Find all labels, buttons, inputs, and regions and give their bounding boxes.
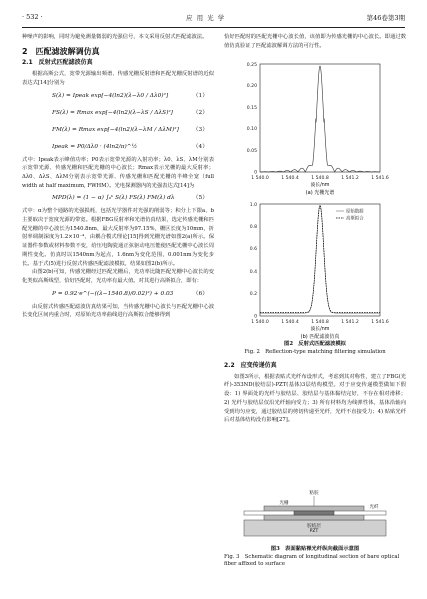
figure-2 xyxy=(224,58,406,358)
paragraph: 式中：Ipeak表示峰值功率；P0表示宽带光源的入射功率；λ0、λS、λM分别表示宽带光源、传感光栅和匹配光栅的中心波长；Rmax表示光栅的最大反射率；Δλ0、ΔλS、ΔλM分别表示宽带光源、传感光栅和匹配光栅的半峰全宽（full width at half maximum, FWHM）。光电探测器内的光强表达式[14]为 xyxy=(22,156,214,189)
x-axis-label: 波长/nm xyxy=(310,183,330,188)
figure-3-svg xyxy=(224,482,406,544)
y-tick-label: 0 xyxy=(254,170,257,176)
plot-b-yticks xyxy=(250,202,257,320)
paragraph: 如图3所示，根据表贴式光纤布设形式，考虑到其对称性，建立了FBG(光纤)-353ND(胶结层)-PZT(基体)3层结构模型。对于应变传递模型做如下假设：1) 界面处的光纤与胶结层、胶结层与基体黏结完好，不存在相对滑移；2) 光纤与胶结层仅沿光纤轴向受力；3) 所有材料均为线弹性体，基体沿轴向受到均匀应变，通过胶结层的剪切传递至光纤，光纤不直接受力；4) 贴贴光纤后对基体结构没有影响[27]。 xyxy=(224,373,406,424)
left-column xyxy=(22,33,214,320)
y-tick-label: 0.25 xyxy=(246,63,257,68)
journal-title: 应 用 光 学 xyxy=(186,14,226,22)
subfigure-label: (a) 光栅光谱 xyxy=(305,190,335,196)
y-tick-label: 0.05 xyxy=(246,149,257,154)
x-tick-label: 1 540.4 xyxy=(281,320,299,325)
figure-2-caption: 图2 反射式匹配滤波模拟 xyxy=(284,341,346,347)
equation-6: P = 0.92·e^(−((λ−1540.8)/0.02)²) + 0.03 （6） xyxy=(52,290,208,297)
x-tick-label: 1 541.2 xyxy=(341,320,359,325)
equation-1: S(λ) = Ipeak exp[−4(ln2)(λ−λ0 / Δλ0)²] （1） xyxy=(52,92,208,99)
plot-a-xticks xyxy=(251,175,389,181)
equation-5: MPD(λ) = (1 − α) ∫ₐᵇ S(λ) FS(λ) FM(λ) dλ （5） xyxy=(52,195,208,202)
x-tick-label: 1 540.0 xyxy=(251,176,269,181)
y-tick-label: 0.2 xyxy=(249,292,257,297)
volume-issue: 第46卷第3期 xyxy=(366,14,405,22)
gaussian-fit-line xyxy=(260,206,380,312)
x-axis-label: 波长/nm xyxy=(310,327,330,332)
header-rule xyxy=(22,27,405,28)
plot-a-frame xyxy=(260,64,380,172)
subsection-heading: 2.2 应变传递仿真 xyxy=(224,362,277,369)
paragraph: 式中：α为整个通路的光强损耗，包括光学器件对光强的削弱等；积分上下限a、b主要取决于宽度光源的带宽。根据FBG反射率和光谱仿真结果，选定传感光栅和匹配光栅的中心波长为1540.8nm，最大反射率为97.15%，栅区长度为10mm，折射率调制深度为1.2×10⁻⁴，由耦合模式理论[15]得到光栅光谱如图2(a)所示。保证器件参数或材料参数不变，给压电陶瓷通正弦驱动电压能使匹配光栅中心波长周期性变化。仿真时以1540nm为起点，1.6nm为变化范围，0.001nm为变化步长。基于式(5)进行反射式传感匹配滤波模拟，结果如图2(b)所示。 xyxy=(22,208,214,267)
legend-raw: 原始数据 xyxy=(346,209,364,215)
label-grating: 光栅 xyxy=(279,501,289,506)
intro-paragraph: 种噪声的影响，同时为避免测量微弱的光强信号，本文采用反射式匹配滤波法。 xyxy=(22,34,208,40)
equation-2: FS(λ) = Rmax exp[−4(ln2)(λ−λS / ΔλS)²] （2） xyxy=(52,109,208,116)
paragraph: 恰好匹配时的匹配光栅中心波长值，该值即为传感光栅的中心波长。即通过数值仿真验证了匹配滤波解调方法的可行性。 xyxy=(224,34,406,49)
x-tick-label: 1 541.6 xyxy=(371,176,389,181)
equation-3: FM(λ) = Rmax exp[−4(ln2)(λ−λM / ΔλM)²] （3） xyxy=(52,126,208,133)
equation-4: Ipeak = P0/Δλ0 · (4ln2/π)^½ （4） xyxy=(52,143,208,150)
label-fiber: 光纤 xyxy=(369,505,379,510)
figure-3 xyxy=(224,482,406,582)
plot-b-xticks xyxy=(251,319,389,325)
paragraph: 根据高斯公式，宽带光源输出频谱、传感光栅反射谱和匹配光栅反射谱的近似表达式[14]分别为 xyxy=(22,71,214,86)
figure-3-caption-en: Fig. 3 Schematic diagram of longitudinal section of bare optical fiber affixed to surface xyxy=(224,554,400,567)
figure-2-svg xyxy=(224,58,406,358)
x-tick-label: 1 541.2 xyxy=(341,176,359,181)
right-column xyxy=(224,33,406,50)
x-tick-label: 1 540.0 xyxy=(251,320,269,325)
label-adhesive: 粘胶 xyxy=(309,491,319,496)
y-tick-label: 0.15 xyxy=(246,106,257,111)
subfigure-label: (b) 匹配滤波仿真 xyxy=(300,334,340,340)
legend-fit: 高斯拟合 xyxy=(346,216,364,222)
figure-2-caption-en: Fig. 2 Reflection-type matching filtering simulation xyxy=(244,349,386,355)
page-header xyxy=(0,0,427,30)
plot-a-yticks xyxy=(247,62,257,176)
spectrum-line xyxy=(260,66,380,172)
y-tick-label: 1.0 xyxy=(249,203,257,208)
figure-3-caption: 图3 表面黏贴裸光纤纵向截面示意图 xyxy=(270,546,360,552)
x-tick-label: 1 540.8 xyxy=(311,320,329,325)
grating xyxy=(294,511,334,515)
x-tick-label: 1 541.6 xyxy=(371,320,389,325)
plot-b-legend xyxy=(336,208,364,222)
y-tick-label: 0.6 xyxy=(249,247,257,252)
x-tick-label: 1 540.4 xyxy=(281,176,299,181)
section-heading: 2 匹配滤波解调仿真 xyxy=(22,46,100,56)
label-pzt: PZT xyxy=(309,529,319,534)
subsection-heading: 2.1 反射式匹配滤波仿真 xyxy=(22,59,93,67)
plot-a-curve xyxy=(260,66,380,172)
right-column-continued xyxy=(224,360,406,425)
y-tick-label: 0.4 xyxy=(249,270,257,275)
paragraph: 由反射式传感匹配滤波仿真结果可知，当传感光栅中心波长与匹配光栅中心波长变化区间内重合时，对原始光功率曲线进行高斯拟合能够得到 xyxy=(22,303,214,319)
y-tick-label: 0.10 xyxy=(246,127,257,132)
y-tick-label: 0.20 xyxy=(246,84,257,89)
y-tick-label: 0 xyxy=(254,314,257,320)
paragraph: 由图2(b)可知，传感光栅经过匹配光栅后，光功率比随匹配光栅中心波长的变化类似高斯线型，恰好匹配时，光功率有最大值。对其进行高斯拟合，即有： xyxy=(22,269,214,284)
x-tick-label: 1 540.8 xyxy=(311,176,329,181)
page-number: · 532 · xyxy=(22,13,43,21)
y-tick-label: 0.8 xyxy=(249,225,257,230)
label-bond-layer: 胶结层 xyxy=(307,524,321,529)
